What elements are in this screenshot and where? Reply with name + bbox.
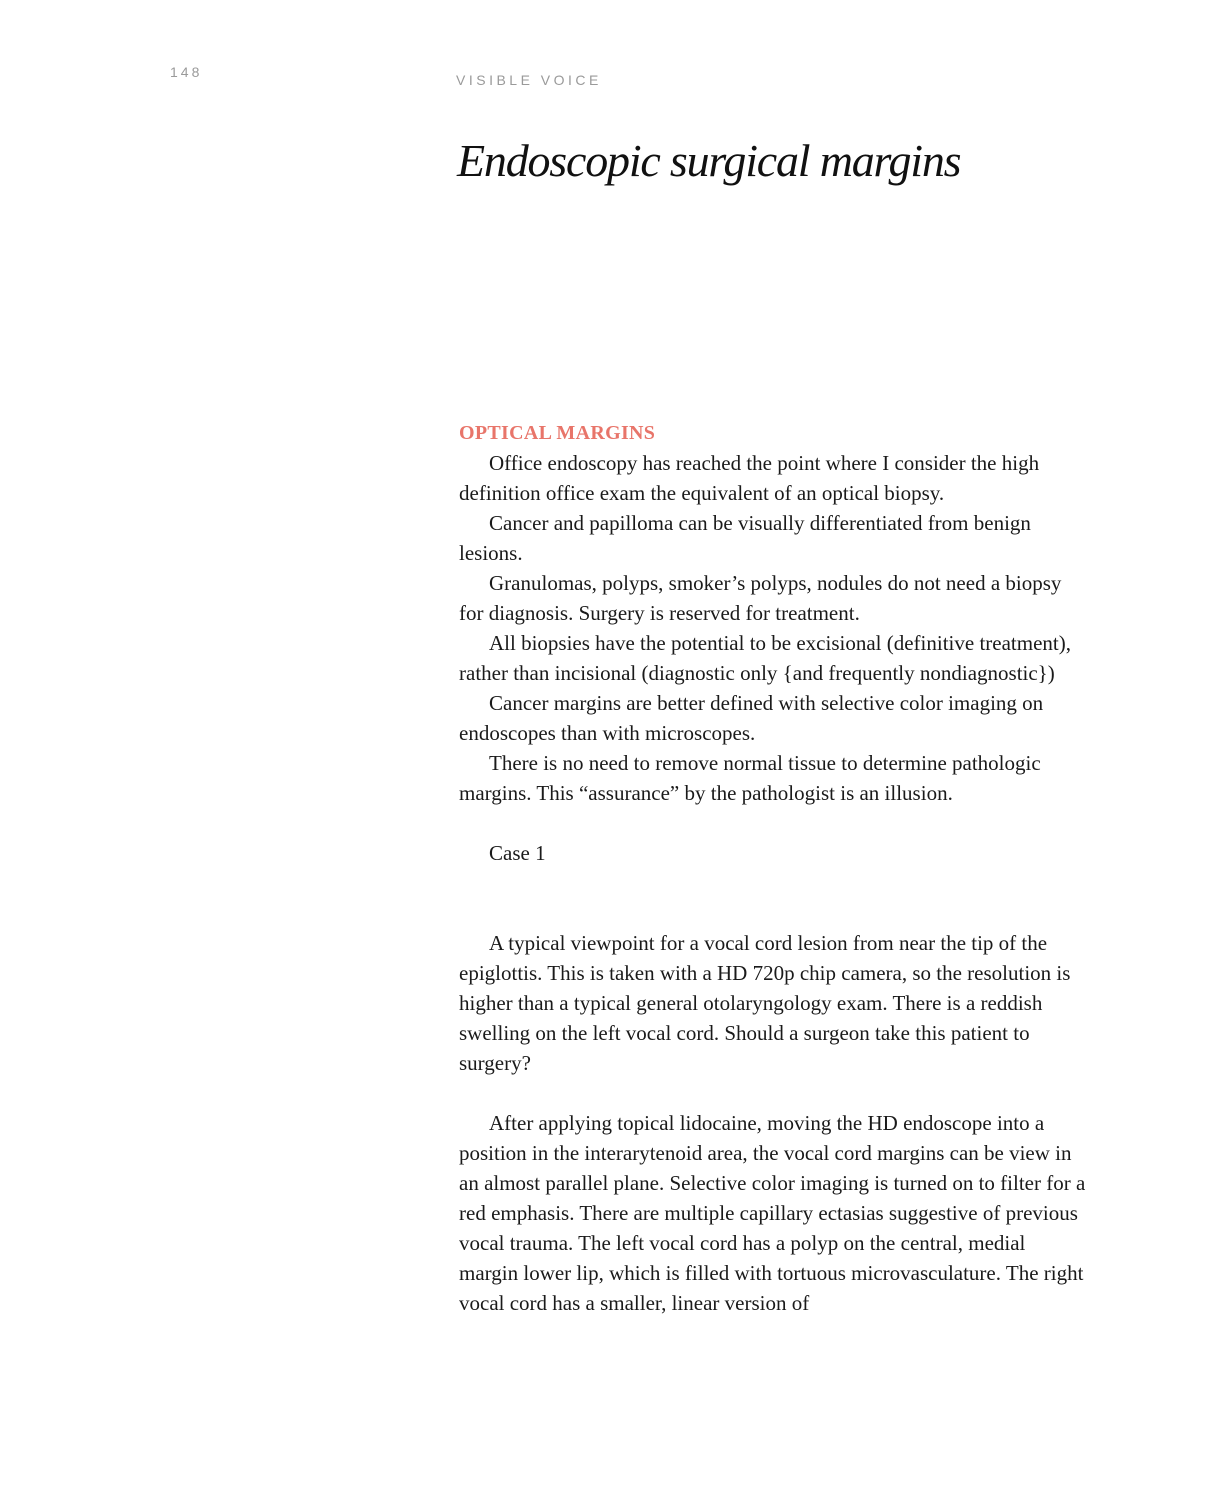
body-paragraph: Granulomas, polyps, smoker’s polyps, nodules do not need a biopsy for diagnosis. Surgery is reserved for treatment.: [459, 571, 1062, 625]
page-number: 148: [170, 64, 203, 80]
body-paragraph: All biopsies have the potential to be excisional (definitive treatment), rather than incisional (diagnostic only {and frequently nondiagnostic}): [459, 631, 1071, 685]
section-heading: OPTICAL MARGINS: [459, 422, 656, 444]
spacer: [459, 808, 1089, 838]
spacer: [459, 1078, 1089, 1108]
case-label: Case 1: [489, 841, 546, 865]
main-content: [459, 418, 1089, 1318]
body-paragraph: Office endoscopy has reached the point where I consider the high definition office exam the equivalent of an optical biopsy.: [459, 451, 1040, 505]
case-paragraph: After applying topical lidocaine, moving the HD endoscope into a position in the interarytenoid area, the vocal cord margins can be view in an almost parallel plane. Selective color imaging is turned on to filter for a red emphasis. There are multiple capillary ectasias suggestive of previous vocal trauma. The left vocal cord has a polyp on the central, medial margin lower lip, which is filled with tortuous microvasculature. The right vocal cord has a smaller, linear version of: [459, 1111, 1086, 1315]
spacer: [459, 868, 1089, 928]
body-paragraph: Cancer and papilloma can be visually differentiated from benign lesions.: [459, 511, 1031, 565]
running-head: VISIBLE VOICE: [456, 72, 602, 88]
body-paragraph: There is no need to remove normal tissue to determine pathologic margins. This “assurance” by the pathologist is an illusion.: [459, 751, 1041, 805]
chapter-title: Endoscopic surgical margins: [457, 135, 961, 186]
body-paragraph: Cancer margins are better defined with selective color imaging on endoscopes than with microscopes.: [459, 691, 1044, 745]
case-paragraph: A typical viewpoint for a vocal cord lesion from near the tip of the epiglottis. This is taken with a HD 720p chip camera, so the resolution is higher than a typical general otolaryngology exam. There is a reddish swelling on the left vocal cord. Should a surgeon take this patient to surgery?: [459, 931, 1071, 1075]
